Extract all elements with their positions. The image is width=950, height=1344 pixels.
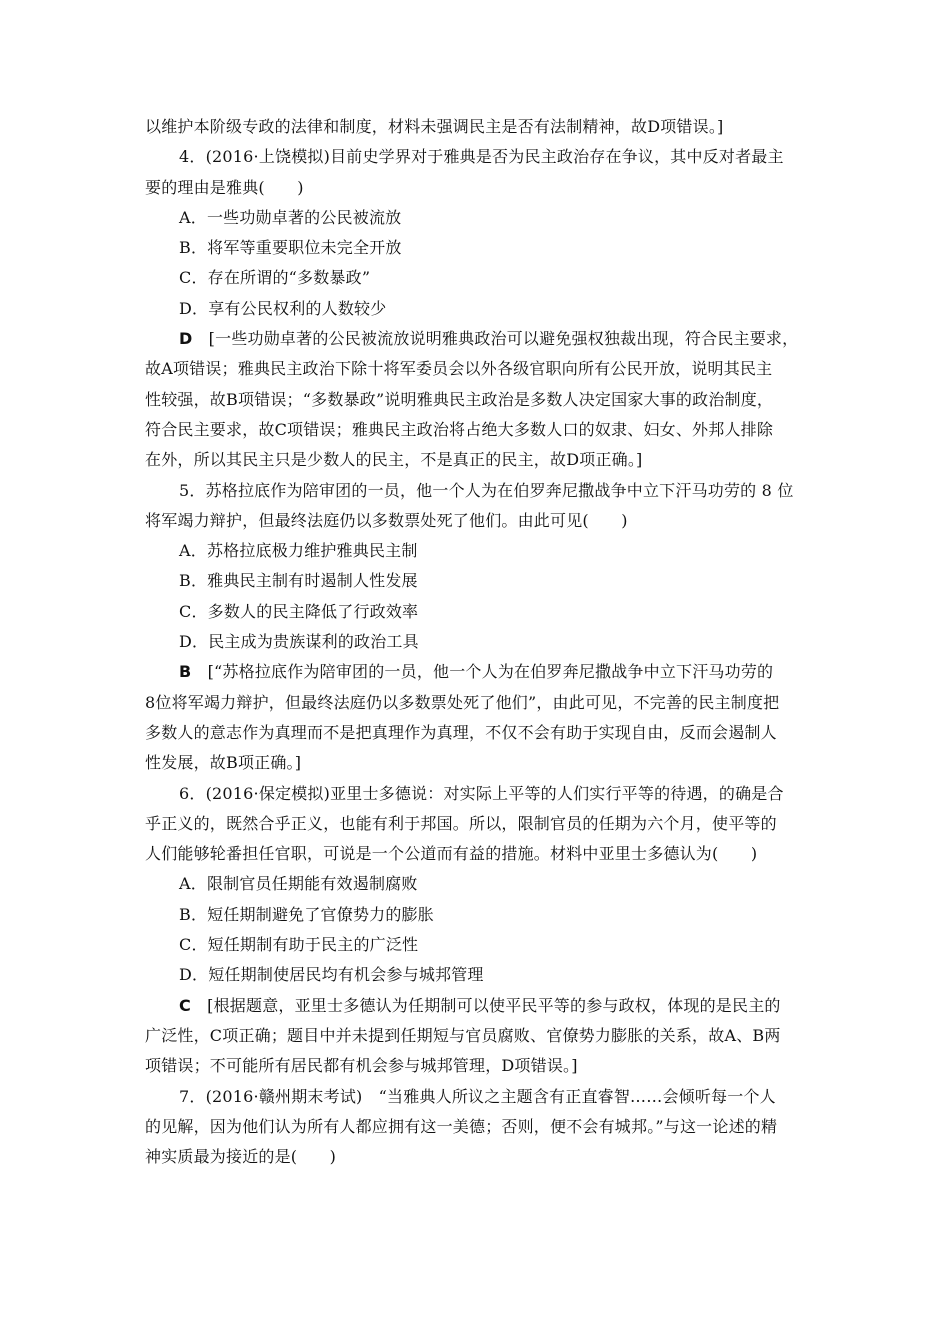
option-c: C．存在所谓的“多数暴政” <box>179 268 371 288</box>
option-d: D．短任期制使居民均有机会参与城邦管理 <box>179 965 484 985</box>
text-line: 符合民主要求，故C项错误；雅典民主政治将占绝大多数人口的奴隶、妇女、外邦人排除 <box>145 419 774 439</box>
answer-explanation <box>145 991 810 1021</box>
question-6-stem: 6．(2016·保定模拟)亚里士多德说：对实际上平等的人们实行平等的待遇，的确是合 <box>179 783 784 803</box>
text-line: 广泛性，C项正确；题目中并未提到任期短与官员腐败、官僚势力膨胀的关系，故A、B两 <box>145 1025 781 1045</box>
text-line: 在外，所以其民主只是少数人的民主，不是真正的民主，故D项正确。] <box>145 450 643 470</box>
text-line: 神实质最为接近的是( ) <box>145 1147 337 1167</box>
text-line: 8位将军竭力辩护，但最终法庭仍以多数票处死了他们”，由此可见，不完善的民主制度把 <box>145 692 780 712</box>
answer-letter: D <box>179 329 193 349</box>
text-line: 的见解，因为他们认为所有人都应拥有这一美德；否则，便不会有城邦。”与这一论述的精 <box>145 1116 778 1136</box>
question-5-stem: 5．苏格拉底作为陪审团的一员，他一个人为在伯罗奔尼撒战争中立下汗马功劳的 8 位 <box>179 480 794 500</box>
answer-explanation <box>145 324 810 354</box>
option-a: A．苏格拉底极力维护雅典民主制 <box>179 541 418 561</box>
text-line: 项错误；不可能所有居民都有机会参与城邦管理，D项错误。] <box>145 1056 578 1076</box>
text-line: 性发展，故B项正确。] <box>145 753 302 773</box>
text-line: 乎正义的，既然合乎正义，也能有利于邦国。所以，限制官员的任期为六个月，使平等的 <box>145 813 777 833</box>
answer-letter: B <box>179 662 192 682</box>
document-body <box>145 112 810 1172</box>
option-c: C．多数人的民主降低了行政效率 <box>179 601 419 621</box>
text-line: 人们能够轮番担任官职，可说是一个公道而有益的措施。材料中亚里士多德认为( ) <box>145 844 758 864</box>
text-line: 故A项错误；雅典民主政治下除十将军委员会以外各级官职向所有公民开放，说明其民主 <box>145 359 773 379</box>
text-line: 将军竭力辩护，但最终法庭仍以多数票处死了他们。由此可见( ) <box>145 510 628 530</box>
option-c: C．短任期制有助于民主的广泛性 <box>179 935 419 955</box>
option-a: A．限制官员任期能有效遏制腐败 <box>179 874 418 894</box>
question-7-stem: 7．(2016·赣州期末考试) “当雅典人所议之主题含有正直睿智……会倾听每一个人 <box>179 1086 776 1106</box>
option-a: A．一些功勋卓著的公民被流放 <box>179 207 402 227</box>
explanation-text: [一些功勋卓著的公民被流放说明雅典政治可以避免强权独裁出现，符合民主要求， <box>192 329 799 349</box>
answer-explanation <box>145 657 810 687</box>
text-line: 多数人的意志作为真理而不是把真理作为真理，不仅不会有助于实现自由，反而会遏制人 <box>145 722 777 742</box>
text-line: 以维护本阶级专政的法律和制度，材料未强调民主是否有法制精神，故D项错误。] <box>145 117 724 136</box>
text-line: 性较强，故B项错误；“多数暴政”说明雅典民主政治是多数人决定国家大事的政治制度， <box>145 389 774 409</box>
option-d: D．享有公民权利的人数较少 <box>179 298 387 318</box>
option-b: B．雅典民主制有时遏制人性发展 <box>179 571 418 591</box>
option-d: D．民主成为贵族谋利的政治工具 <box>179 632 419 652</box>
explanation-text: [根据题意，亚里士多德认为任期制可以使平民平等的参与政权，体现的是民主的 <box>190 995 781 1015</box>
option-b: B．将军等重要职位未完全开放 <box>179 238 402 258</box>
option-b: B．短任期制避免了官僚势力的膨胀 <box>179 904 434 924</box>
question-4-stem: 4．(2016·上饶模拟)目前史学界对于雅典是否为民主政治存在争议，其中反对者最主 <box>179 147 784 167</box>
text-line: 要的理由是雅典( ) <box>145 177 304 197</box>
explanation-text: [“苏格拉底作为陪审团的一员，他一个人为在伯罗奔尼撒战争中立下汗马功劳的 <box>191 662 774 682</box>
answer-letter: C <box>179 995 191 1015</box>
